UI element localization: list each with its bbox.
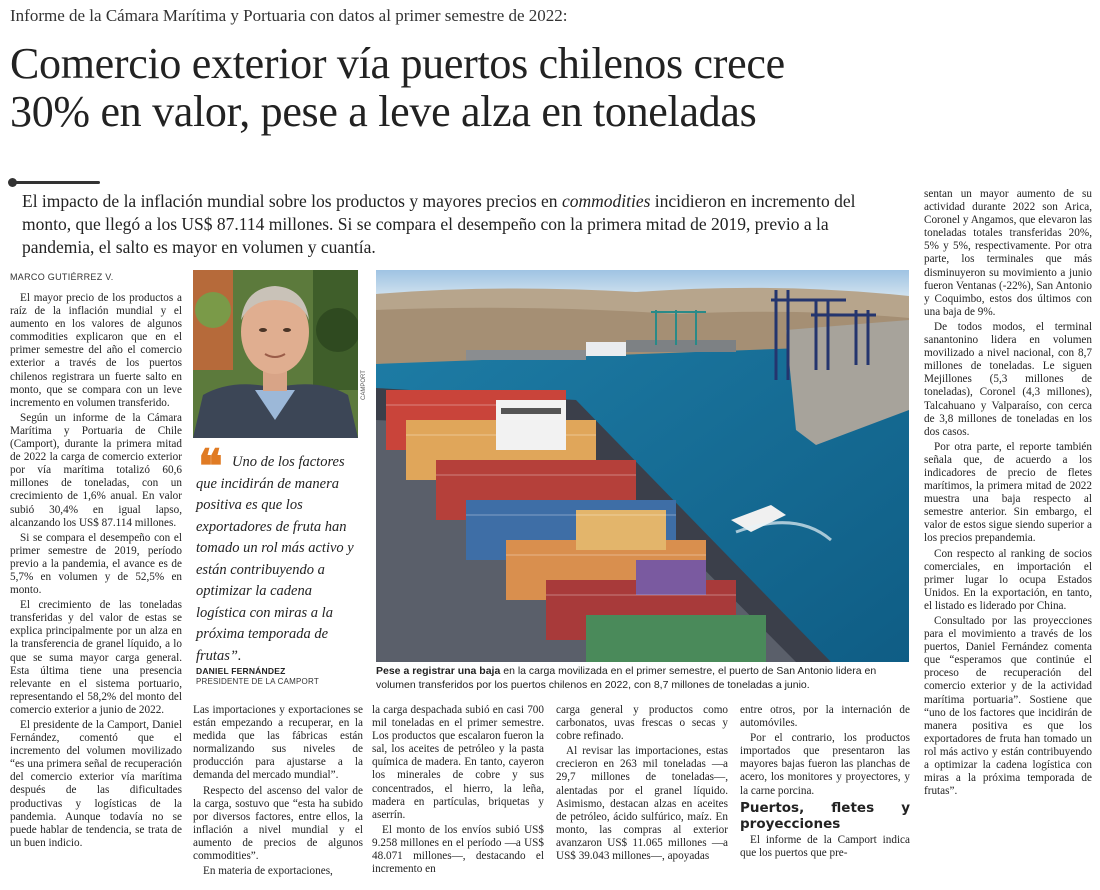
paragraph: El informe de la Camport indica que los puertos que pre- xyxy=(740,833,910,859)
section-subhead: Puertos, fletes y proyecciones xyxy=(740,799,910,832)
paragraph: El mayor precio de los productos a raíz de la inflación mundial y el aumento en los valores de algunos commodities explicaron que en el primer semestre del año el comercio exterior a través de los puertos chilenos registrara un fuerte salto en monto, que se compara con un leve incremento en volumen transferido. xyxy=(10,292,182,409)
paragraph: El crecimiento de las toneladas transferidas y del valor de estas se explica principalmente por un alza en la transferencia de granel líquido, a lo que se suma mayor carga general. Esta última tiene una presencia relevante en el sistema portuario, representando el 58,2% del monto del comercio exterior a junio de 2022. xyxy=(10,599,182,716)
port-photo xyxy=(376,270,909,662)
column-3 xyxy=(372,704,544,884)
article-lead xyxy=(22,190,892,259)
caption-lead: Pese a registrar una baja xyxy=(376,665,501,677)
headline-line-2: 30% en valor, pese a leve alza en toneladas xyxy=(10,87,757,136)
lead-text-2: incidieron en incremento del monto, que llegó a los US$ 87.114 millones. Si se compara el desempeño con la primera mitad de 2019, previo a la pandemia, el salto es mayor en volumen y cuantía. xyxy=(22,191,856,257)
paragraph: Respecto del ascenso del valor de la carga, sostuvo que “esta ha subido por diversos factores, entre ellos, la inflación a nivel mundial y el aumento de precios de algunos commodities”. xyxy=(193,784,363,863)
paragraph: Por el contrario, los productos importados que presentaron las mayores bajas fueron las planchas de acero, los monitores y proyectores, y la carne porcina. xyxy=(740,732,910,797)
paragraph: Según un informe de la Cámara Marítima y Portuaria de Chile (Camport), durante la primera mitad de 2022 la carga de comercio exterior por vía marítima totalizó 60,6 millones de toneladas, con un crecimiento de 1,6% anual. En valor subió 30,4% en igual lapso, alcanzando los US$ 87.114 millones. xyxy=(10,411,182,529)
quote-author: DANIEL FERNÁNDEZ xyxy=(196,666,286,676)
paragraph: Las importaciones y exportaciones se están empezando a recuperar, en la medida que las fábricas están normalizando sus niveles de producción para ajustarse a la demanda del mercado mundial”. xyxy=(193,704,363,782)
paragraph: Si se compara el desempeño con el primer semestre de 2019, período previo a la pandemia, el avance es de 5,7% en volumen y de 52,5% en monto. xyxy=(10,531,182,597)
quote-open-icon: ❝ xyxy=(198,439,223,493)
column-1 xyxy=(10,292,182,882)
paragraph: Al revisar las importaciones, estas crecieron en 263 mil toneladas —a 29,7 millones de toneladas—, alentadas por el granel líquido. Asimismo, destacan alzas en aceites de petróleo, ácido sulfúrico, maíz. En monto, las compras al exterior avanzaron US$ 11.065 millones —a US$ 39.043 millones—, apoyadas xyxy=(556,745,728,863)
paragraph: En materia de exportaciones, xyxy=(203,865,333,878)
paragraph: Con respecto al ranking de socios comerciales, en importación el primer lugar lo ocupa Estados Unidos. En la exportación, en tanto, el listado es liderado por China. xyxy=(924,547,1092,612)
photo-caption xyxy=(376,664,909,692)
lead-text-1: El impacto de la inflación mundial sobre los productos y mayores precios en xyxy=(22,191,562,211)
column-5 xyxy=(740,704,910,884)
portrait-photo xyxy=(193,270,358,438)
lead-rule xyxy=(10,181,100,184)
column-2 xyxy=(193,704,363,884)
column-6 xyxy=(924,188,1092,884)
lead-dot xyxy=(8,178,17,187)
headline-line-1: Comercio exterior vía puertos chilenos crece xyxy=(10,39,785,88)
paragraph: carga general y productos como carbonatos, uvas frescas o secas y cobre refinado. xyxy=(556,704,728,743)
port-illustration xyxy=(376,270,909,662)
paragraph: El presidente de la Camport, Daniel Fernández, comentó que el incremento del volumen movilizado “es una primera señal de recuperación del comercio exterior vía marítima después de las dificultades productivas y logísticas de la pandemia. Aunque todavía no se puede hablar de tendencia, se trata de un buen indicio. xyxy=(10,719,182,849)
quote-author-role: PRESIDENTE DE LA CAMPORT xyxy=(196,677,319,686)
portrait-credit: CAMPORT xyxy=(361,370,367,400)
paragraph: El monto de los envíos subió US$ 9.258 millones en el período —a US$ 48.071 millones—, destacando el incremento en xyxy=(372,823,544,876)
paragraph: De todos modos, el terminal sanantonino lidera en volumen movilizado a nivel nacional, con 8,7 millones de toneladas. Le siguen Mejillones (5,3 millones de toneladas), Coronel (4,3 millones), Talcahuano y Valparaíso, con cerca de 3,8 millones de toneladas en los dos casos. xyxy=(924,320,1092,438)
article-headline xyxy=(10,40,1090,136)
article-kicker: Informe de la Cámara Marítima y Portuaria con datos al primer semestre de 2022: xyxy=(10,6,568,25)
caption-text: en la carga movilizada en el primer semestre, el puerto de San Antonio lidera en volumen transferidos por los puertos chilenos en 2022, con 8,7 millones de toneladas a junio. xyxy=(376,665,877,691)
column-4 xyxy=(556,704,728,884)
byline: MARCO GUTIÉRREZ V. xyxy=(10,272,114,282)
paragraph: Consultado por las proyecciones para el movimiento a través de los puertos, Daniel Fernández comenta que “esperamos que continúe el proceso de recuperación del comercio exterior y de la actividad marítima portuaria”. Sostiene que “uno de los factores que incidirán de manera positiva es que los exportadores de fruta han tomado un rol más activo y están contribuyendo a optimizar la cadena logística con miras a la próxima temporada de frutas”. xyxy=(924,615,1092,798)
paragraph: entre otros, por la internación de automóviles. xyxy=(740,704,910,730)
paragraph: la carga despachada subió en casi 700 mil toneladas en el primer semestre. Los productos que escalaron fueron la sal, los aceites de petróleo y la pasta química de madera. En tanto, cayeron los minerales de cobre y sus concentrados, el hierro, la leña, madera en partículas, briquetas y aserrín. xyxy=(372,704,544,821)
portrait-illustration xyxy=(193,270,358,438)
pull-quote: Uno de los factores que incidirán de manera positiva es que los exportadores de fruta han tomado un rol más activo y están contribuyendo a optimizar la cadena logística con miras a la próxima temporada de frutas”. xyxy=(196,454,354,664)
paragraph: Por otra parte, el reporte también señala que, de acuerdo a los indicadores de precio de fletes marítimos, la primera mitad de 2022 muestra una baja respecto al semestre anterior. Sin embargo, el valor de estos sigue siendo superior a los precios prepandemia. xyxy=(924,440,1092,545)
paragraph: sentan un mayor aumento de su actividad durante 2022 son Arica, Coronel y Angamos, que elevaron las toneladas totales transferidas 20%, 5% y 5%, respectivamente. Por otra parte, los terminales que más disminuyeron su movimiento a junio fueron Ventanas (-22%), San Antonio y Coquimbo, estos dos últimos con una baja de 9%. xyxy=(924,188,1092,318)
lead-emphasis: commodities xyxy=(561,191,651,211)
